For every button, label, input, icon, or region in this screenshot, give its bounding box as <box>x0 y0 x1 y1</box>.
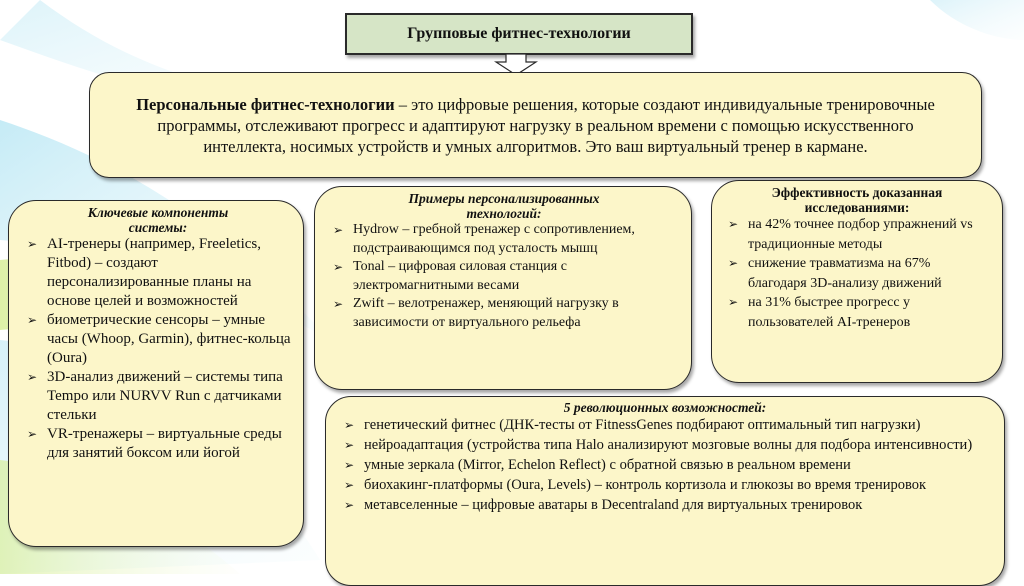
definition-paragraph <box>130 94 941 157</box>
examples-heading: Примеры персонализированных технологий: <box>408 191 600 221</box>
arrow-bullet-icon: ➢ <box>344 438 355 452</box>
examples-list <box>329 221 679 332</box>
arrow-bullet-icon: ➢ <box>27 313 38 327</box>
effectiveness-box <box>711 180 1003 383</box>
arrow-bullet-icon: ➢ <box>344 498 355 512</box>
arrow-bullet-icon: ➢ <box>344 418 355 432</box>
list-item: ➢ на 42% точнее подбор упражнений vs традиционные методы <box>728 217 973 252</box>
revolutionary-list <box>340 415 990 515</box>
effectiveness-list <box>724 215 990 332</box>
list-item: ➢ биохакинг-платформы (Oura, Levels) – контроль кортизола и глюкозы во время тренировок <box>344 477 927 493</box>
list-item: ➢ Hydrow – гребной тренажер с сопротивлением, подстраивающимся под усталость мышц <box>333 222 635 256</box>
list-item: ➢ Tonal – цифровая силовая станция с электромагнитными весами <box>333 259 567 293</box>
list-item: ➢ умные зеркала (Mirror, Echelon Reflect) с обратной связью в реальном времени <box>344 457 851 473</box>
arrow-bullet-icon: ➢ <box>27 237 38 251</box>
list-item: ➢ VR-тренажеры – виртуальные среды для занятий боксом или йогой <box>27 426 282 461</box>
revolutionary-box <box>325 396 1005 586</box>
list-item: ➢ нейроадаптация (устройства типа Halo анализируют мозговые волны для подбора интенсивности) <box>344 437 973 453</box>
examples-box <box>314 186 692 390</box>
list-item: ➢ AI-тренеры (например, Freeletics, Fitbod) – создают персонализированные планы на основе целей и возможностей <box>27 236 261 309</box>
list-item: ➢ метавселенные – цифровые аватары в Decentraland для виртуальных тренировок <box>344 497 863 513</box>
list-item: ➢ 3D-анализ движений – системы типа Tempo или NURVV Run с датчиками стельки <box>27 369 283 423</box>
list-item: ➢ генетический фитнес (ДНК-тесты от FitnessGenes подбирают оптимальный тип нагрузки) <box>344 417 921 433</box>
components-heading: Ключевые компоненты системы: <box>87 205 229 235</box>
definition-text: – это цифровые решения, которые создают индивидуальные тренировочные программы, отслеживают прогресс и адаптируют нагрузку в реальном времени с помощью искусственного интеллекта, носимых устройств и умных алгоритмов. Это ваш виртуальный тренер в кармане. <box>157 94 935 156</box>
definition-term: Персональные фитнес-технологии <box>136 94 395 114</box>
list-item: ➢ снижение травматизма на 67% благодаря 3D-анализу движений <box>728 256 942 291</box>
arrow-bullet-icon: ➢ <box>333 297 344 311</box>
title-text: Групповые фитнес-технологии <box>407 25 631 42</box>
title-box <box>345 13 693 55</box>
arrow-bullet-icon: ➢ <box>27 427 38 441</box>
arrow-bullet-icon: ➢ <box>27 370 38 384</box>
arrow-bullet-icon: ➢ <box>344 458 355 472</box>
list-item: ➢ биометрические сенсоры – умные часы (Whoop, Garmin), фитнес-кольца (Oura) <box>27 312 291 366</box>
effectiveness-heading: Эффективность доказанная исследованиями: <box>771 185 943 215</box>
arrow-bullet-icon: ➢ <box>344 478 355 492</box>
arrow-bullet-icon: ➢ <box>728 295 739 309</box>
revolutionary-heading: 5 революционных возможностей: <box>563 400 767 415</box>
definition-box <box>89 72 982 178</box>
components-list <box>23 235 293 463</box>
components-box <box>8 200 304 547</box>
arrow-bullet-icon: ➢ <box>333 223 344 237</box>
list-item: ➢ Zwift – велотренажер, меняющий нагрузку в зависимости от виртуального рельефа <box>333 296 619 330</box>
arrow-bullet-icon: ➢ <box>728 256 739 270</box>
list-item: ➢ на 31% быстрее прогресс у пользователей AI-тренеров <box>728 295 911 330</box>
arrow-bullet-icon: ➢ <box>728 217 739 231</box>
arrow-bullet-icon: ➢ <box>333 260 344 274</box>
